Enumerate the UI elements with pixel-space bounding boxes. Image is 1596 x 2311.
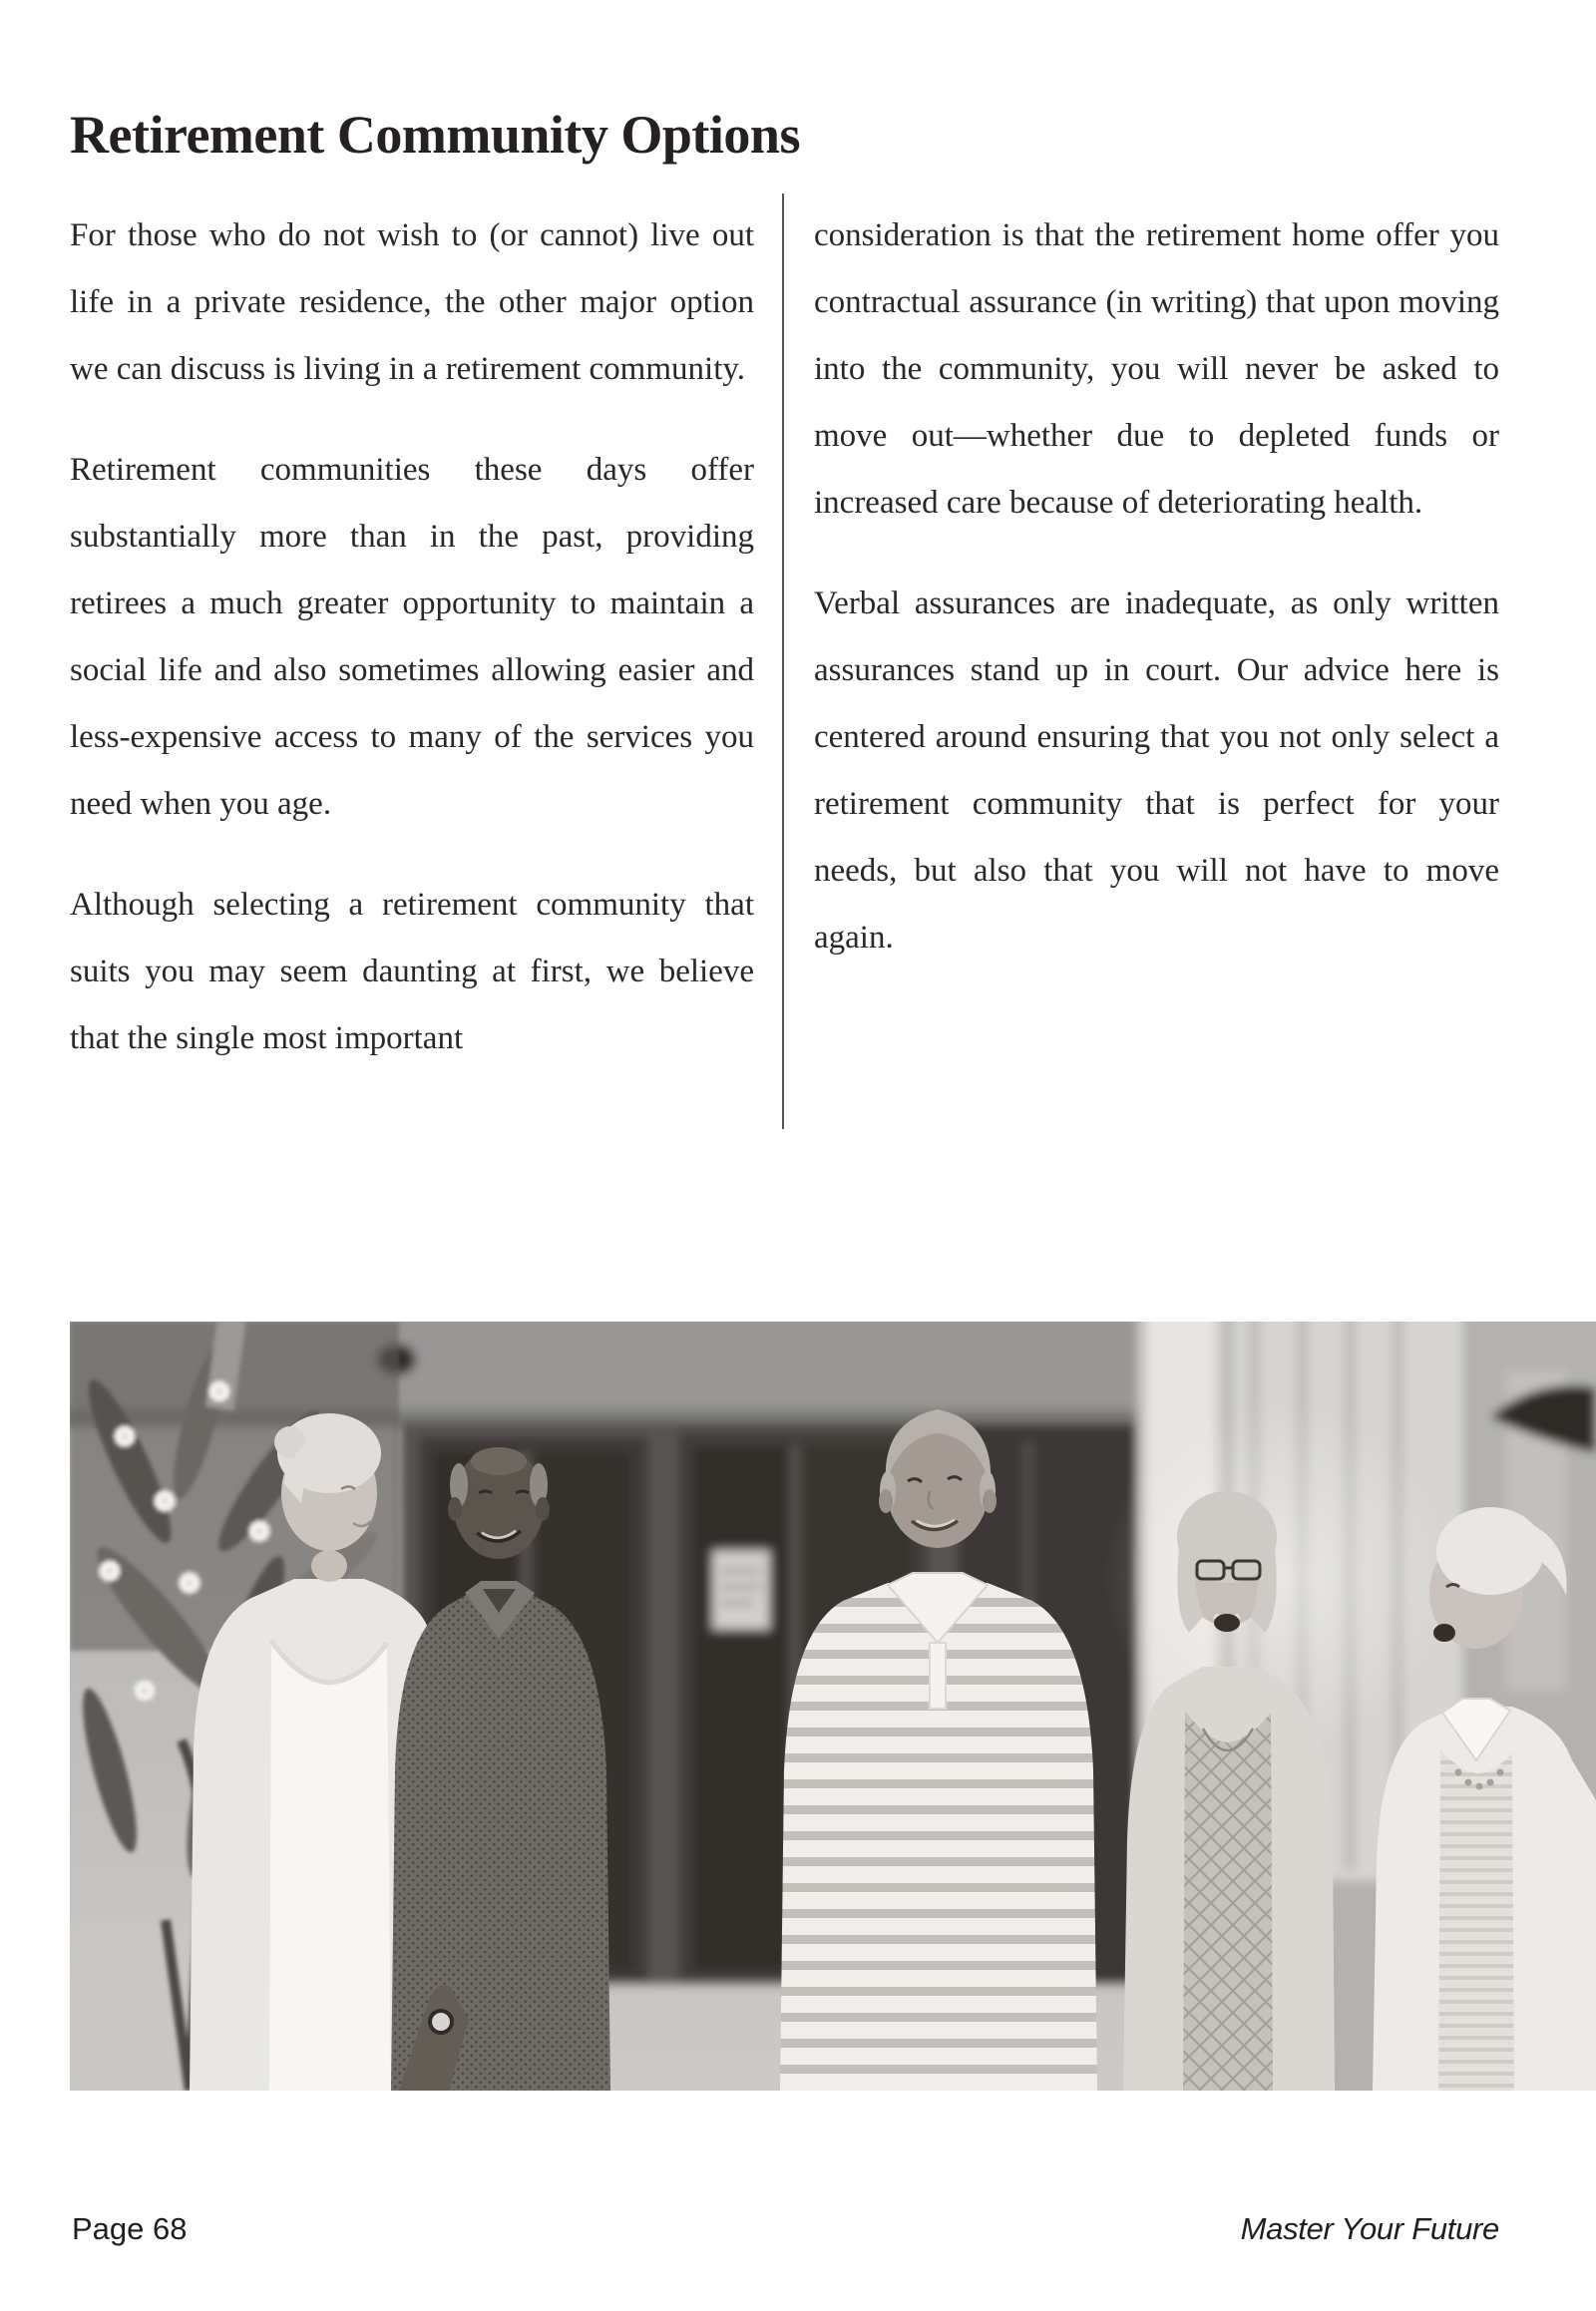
paragraph: Retirement communities these days offer substantially more than in the past, providing retirees a much greater opportunity to maintain a social life and also sometimes allowing easier and less-expensive access to many of the services you need when you age. xyxy=(70,452,754,822)
photo-illustration xyxy=(70,1322,1596,2091)
paragraph: Although selecting a retirement community that suits you may seem daunting at first, we believe that the single most important xyxy=(70,887,754,1056)
column-divider xyxy=(782,193,784,1129)
community-photo xyxy=(70,1322,1596,2091)
paragraph: Verbal assurances are inadequate, as only written assurances stand up in court. Our advice here is centered around ensuring that you not only select a retirement community that is perfect for your needs, but also that you will not have to move again. xyxy=(814,585,1499,956)
column-left xyxy=(70,202,754,1106)
page-footer xyxy=(72,2209,1499,2249)
page-number: Page 68 xyxy=(72,2211,188,2246)
column-right xyxy=(814,202,1499,1005)
article-columns xyxy=(70,202,1499,1129)
page-title: Retirement Community Options xyxy=(70,105,800,165)
paragraph: For those who do not wish to (or cannot) live out life in a private residence, the other major option we can discuss is living in a retirement community. xyxy=(70,217,754,387)
paragraph: consideration is that the retirement home offer you contractual assurance (in writing) that upon moving into the community, you will never be asked to move out—whether due to depleted funds or increased care because of deteriorating health. xyxy=(814,217,1499,521)
book-title: Master Your Future xyxy=(1240,2211,1499,2246)
